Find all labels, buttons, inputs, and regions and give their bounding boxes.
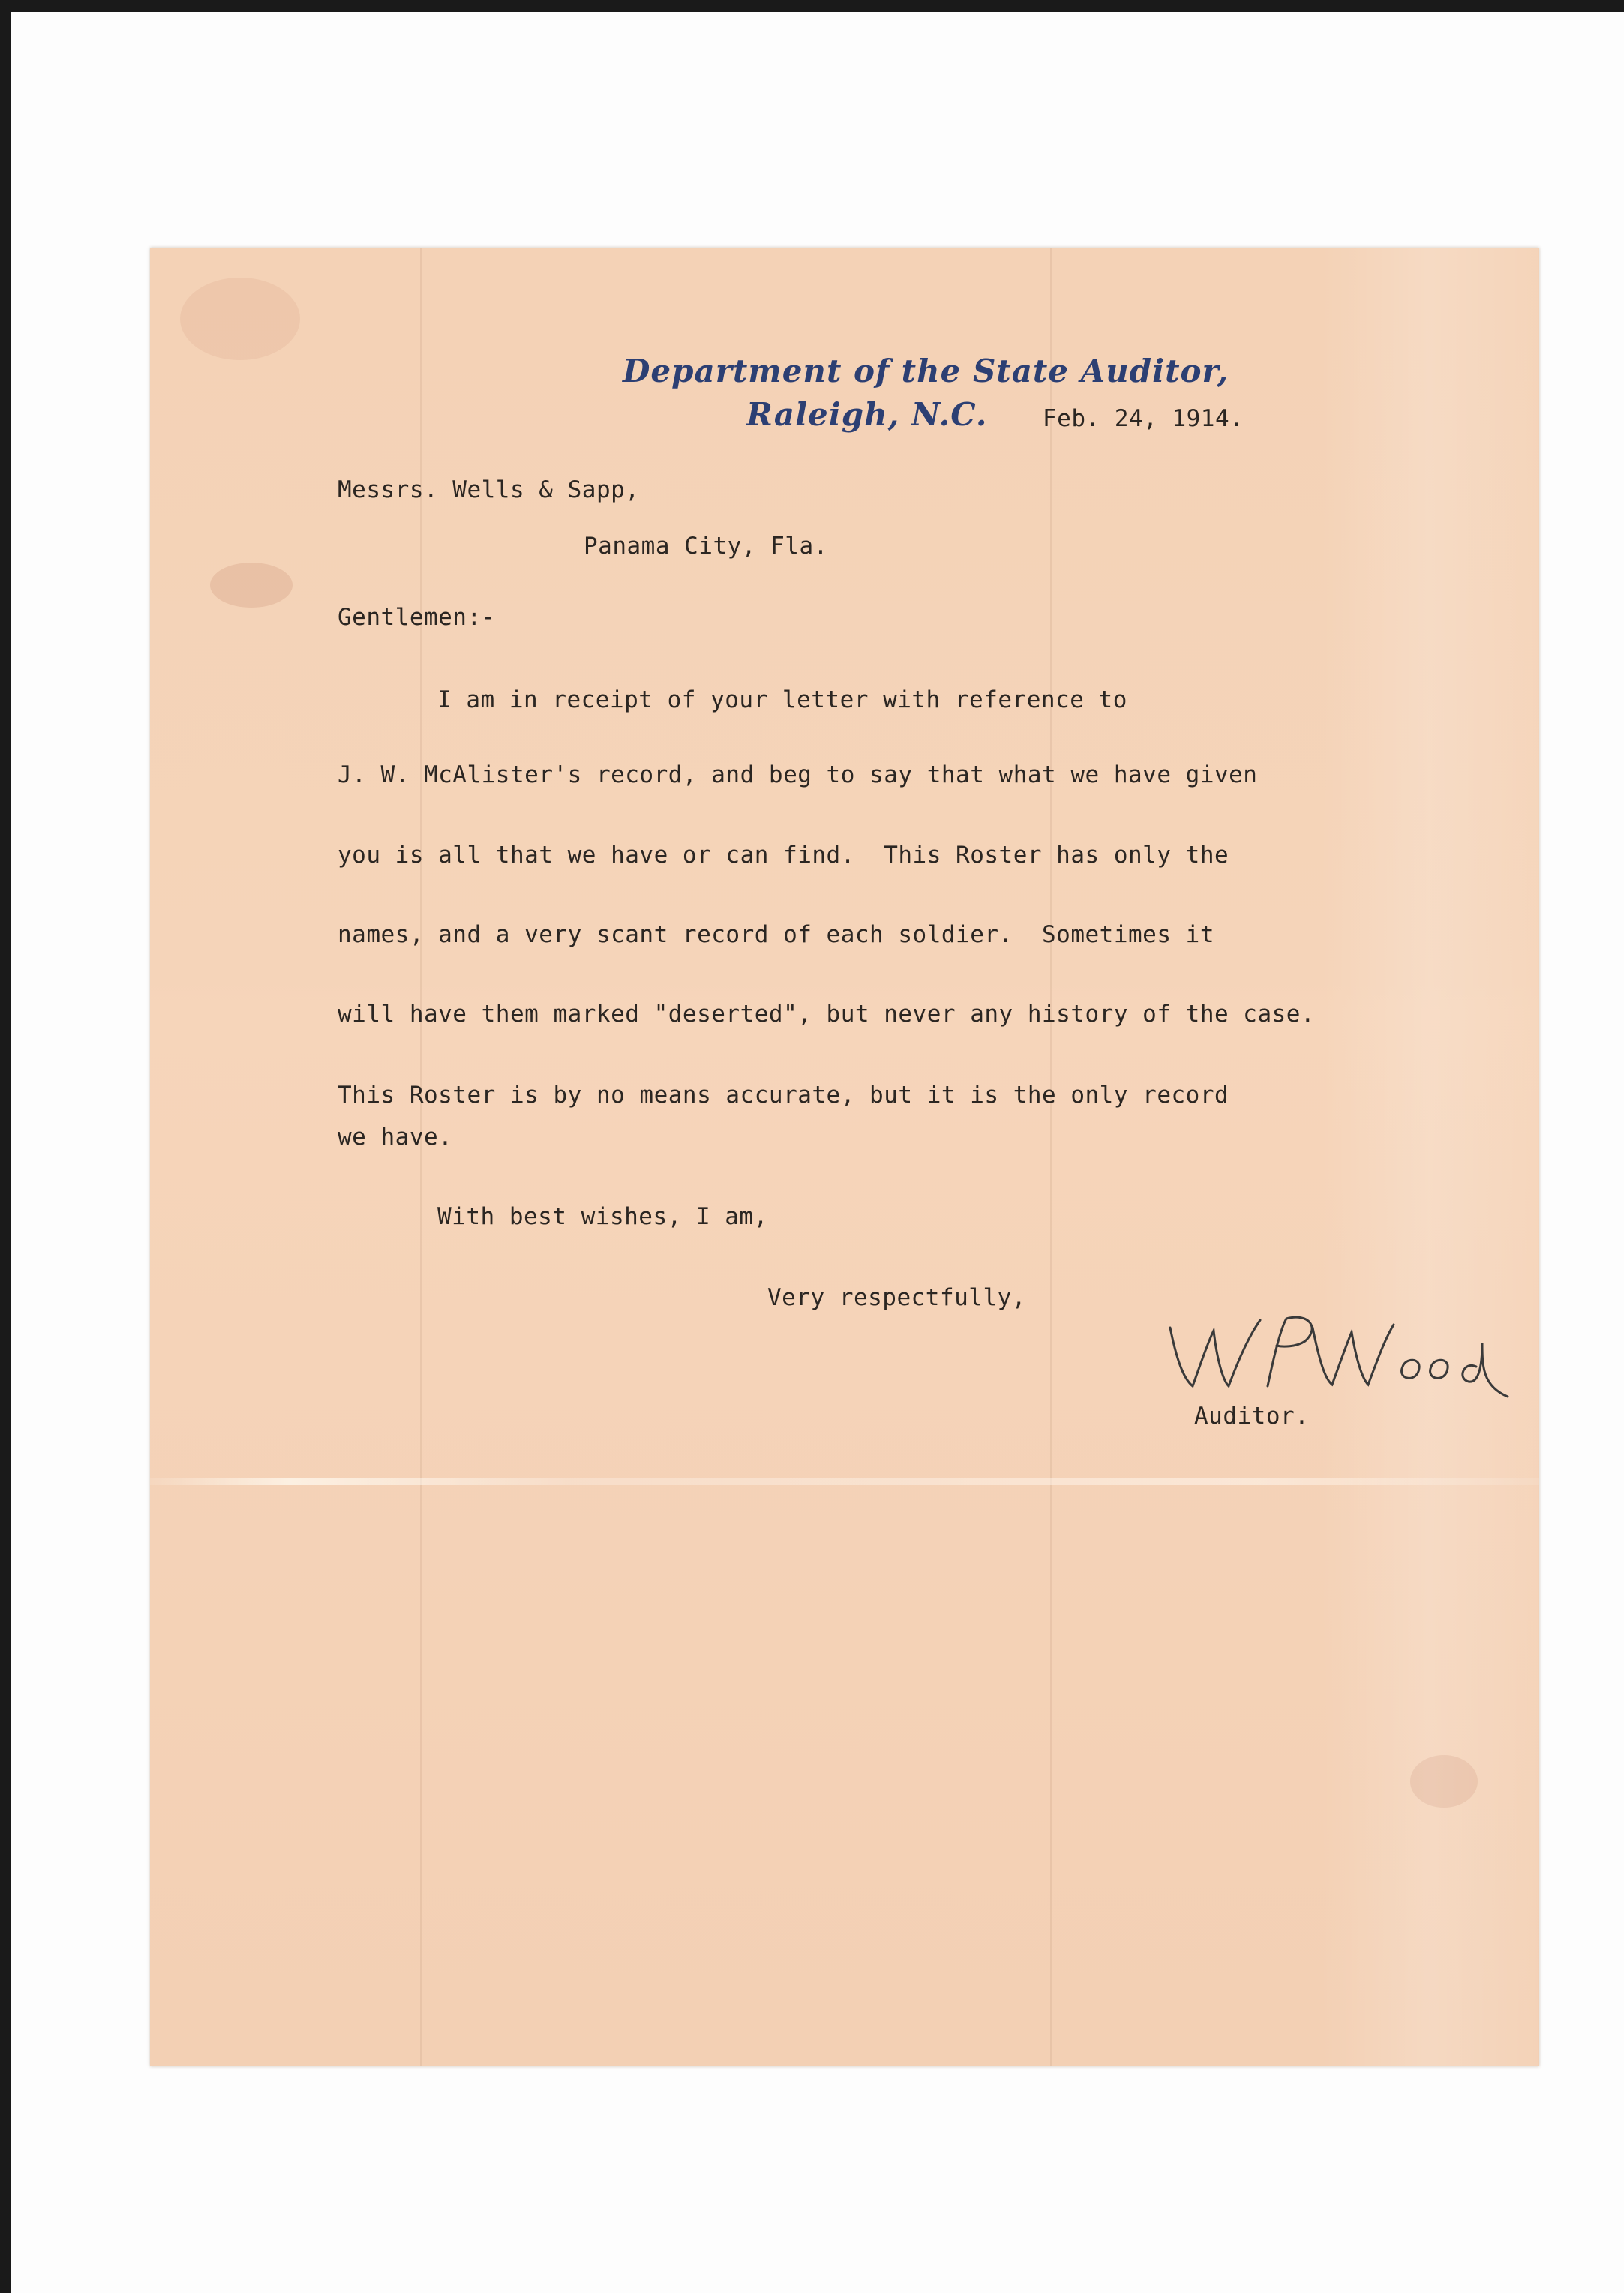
- paper-stain: [180, 278, 300, 360]
- scan-top-edge: [0, 0, 1624, 12]
- letter-paper: [150, 248, 1539, 2066]
- body-line: we have.: [338, 1124, 453, 1151]
- valediction: Very respectfully,: [767, 1284, 1026, 1311]
- recipient-name: Messrs. Wells & Sapp,: [338, 476, 640, 503]
- paper-crease: [1050, 248, 1052, 2066]
- body-line: I am in receipt of your letter with reference to: [437, 686, 1127, 713]
- letterhead-department: Department of the State Auditor,: [623, 353, 1229, 389]
- plastic-sleeve-glare: [1320, 248, 1538, 2066]
- paper-fold: [150, 1478, 1539, 1485]
- paper-crease: [420, 248, 422, 2066]
- letterhead-city: Raleigh, N.C.: [746, 396, 988, 433]
- signatory-title: Auditor.: [1194, 1403, 1310, 1430]
- salutation: Gentlemen:-: [338, 604, 496, 631]
- recipient-city: Panama City, Fla.: [584, 533, 828, 560]
- letter-date: Feb. 24, 1914.: [1043, 405, 1244, 432]
- paper-stain: [210, 563, 293, 608]
- body-line: you is all that we have or can find. This Roster has only the: [338, 842, 1229, 869]
- body-line: will have them marked "deserted", but never any history of the case.: [338, 1001, 1316, 1028]
- body-line: J. W. McAlister's record, and beg to say that what we have given: [338, 761, 1258, 788]
- scan-left-edge: [0, 0, 11, 2293]
- handwritten-signature: [1155, 1298, 1515, 1403]
- body-line: names, and a very scant record of each soldier. Sometimes it: [338, 921, 1214, 948]
- closing-line: With best wishes, I am,: [437, 1203, 768, 1230]
- body-line: This Roster is by no means accurate, but it is the only record: [338, 1082, 1229, 1109]
